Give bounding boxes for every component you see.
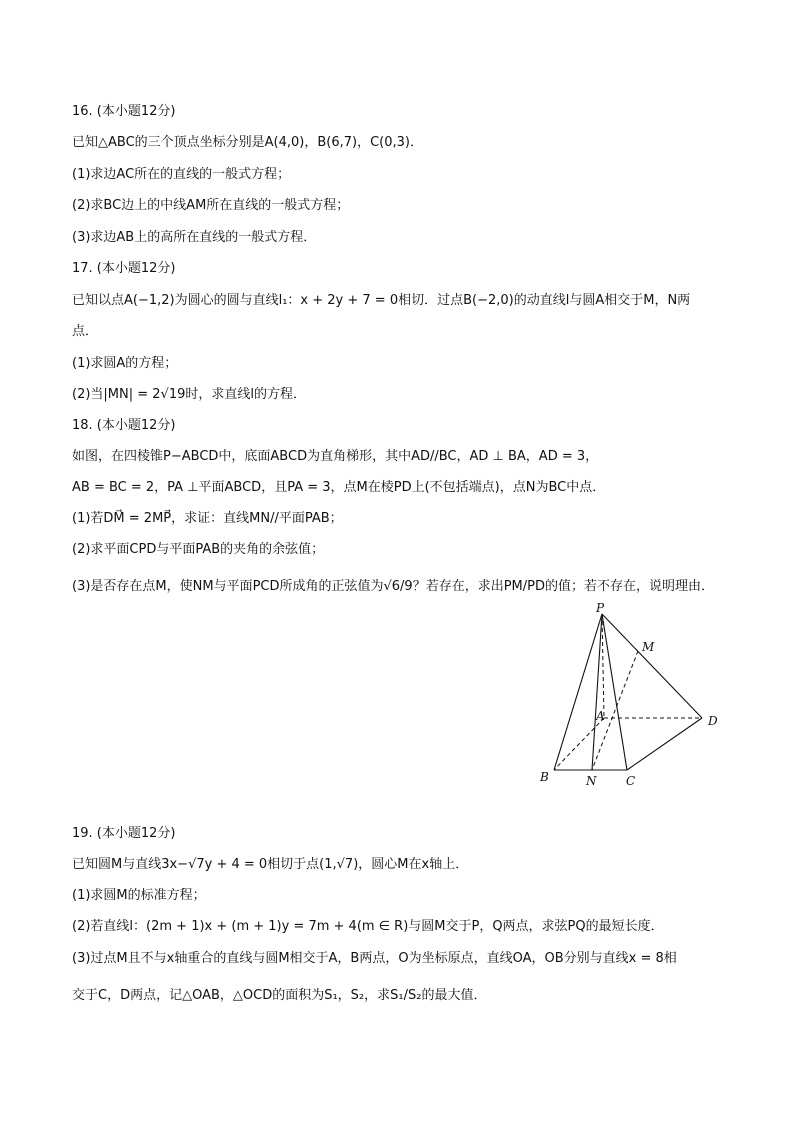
problem-19-part-2: (2)若直线l：(2m + 1)x + (m + 1)y = 7m + 4(m ∈ R)与圆M交于P，Q两点，求弦PQ的最短长度． bbox=[72, 919, 664, 934]
problem-16-part-3: (3)求边AB上的高所在直线的一般式方程． bbox=[72, 230, 317, 245]
problem-18-part-3: (3)是否存在点M，使NM与平面PCD所成角的正弦值为√6/9？若存在，求出PM/PD的值；若不存在，说明理由． bbox=[72, 579, 714, 594]
edge-PB bbox=[554, 614, 602, 770]
problem-19-part-3-line-2: 交于C，D两点，记△OAB，△OCD的面积为S₁，S₂，求S₁/S₂的最大值． bbox=[72, 988, 487, 1003]
edge-PC bbox=[602, 614, 627, 770]
problem-16-part-2: (2)求BC边上的中线AM所在直线的一般式方程； bbox=[72, 198, 350, 213]
problem-16-part-1: (1)求边AC所在的直线的一般式方程； bbox=[72, 167, 291, 182]
pyramid-figure bbox=[530, 601, 730, 794]
label-A: A bbox=[596, 709, 605, 723]
edge-CD bbox=[627, 718, 702, 770]
label-B: B bbox=[540, 770, 549, 784]
problem-18-stem-line-2: AB = BC = 2，PA ⊥平面ABCD，且PA = 3，点M在棱PD上(不包括端点)，点N为BC中点． bbox=[72, 480, 606, 495]
label-C: C bbox=[626, 774, 636, 788]
problem-17-header: 17. (本小题12分) bbox=[72, 261, 176, 276]
problem-19-part-3-line-1: (3)过点M且不与x轴重合的直线与圆M相交于A，B两点，O为坐标原点，直线OA，OB分别与直线x = 8相 bbox=[72, 951, 677, 966]
problem-19-part-1: (1)求圆M的标准方程； bbox=[72, 888, 206, 903]
problem-17-stem-line-1: 已知以点A(−1,2)为圆心的圆与直线l₁：x + 2y + 7 = 0相切．过点B(−2,0)的动直线l与圆A相交于M，N两 bbox=[72, 293, 691, 308]
label-N: N bbox=[586, 774, 597, 788]
edge-PN bbox=[592, 614, 602, 770]
label-M: M bbox=[642, 640, 655, 654]
problem-18-header: 18. (本小题12分) bbox=[72, 418, 176, 433]
edge-PD bbox=[602, 614, 702, 718]
problem-19-stem: 已知圆M与直线3x−√7y + 4 = 0相切于点(1,√7)，圆心M在x轴上． bbox=[72, 857, 469, 872]
label-D: D bbox=[708, 714, 718, 728]
problem-16-header: 16. (本小题12分) bbox=[72, 104, 176, 119]
label-P: P bbox=[596, 601, 605, 615]
edge-PA bbox=[602, 614, 604, 718]
problem-18-part-2: (2)求平面CPD与平面PAB的夹角的余弦值； bbox=[72, 542, 325, 557]
pyramid-diagram bbox=[530, 601, 730, 794]
problem-18-part-1: (1)若DM⃗ = 2MP⃗，求证：直线MN//平面PAB； bbox=[72, 511, 343, 526]
problem-16-stem: 已知△ABC的三个顶点坐标分别是A(4,0)，B(6,7)，C(0,3)． bbox=[72, 135, 424, 150]
problem-18-stem-line-1: 如图，在四棱锥P−ABCD中，底面ABCD为直角梯形，其中AD//BC，AD ⊥ BA，AD = 3， bbox=[72, 449, 599, 464]
problem-17-part-2: (2)当|MN| = 2√19时，求直线l的方程． bbox=[72, 387, 306, 402]
problem-19-header: 19. (本小题12分) bbox=[72, 826, 176, 841]
problem-17-stem-line-2: 点． bbox=[72, 324, 99, 339]
problem-17-part-1: (1)求圆A的方程； bbox=[72, 356, 178, 371]
